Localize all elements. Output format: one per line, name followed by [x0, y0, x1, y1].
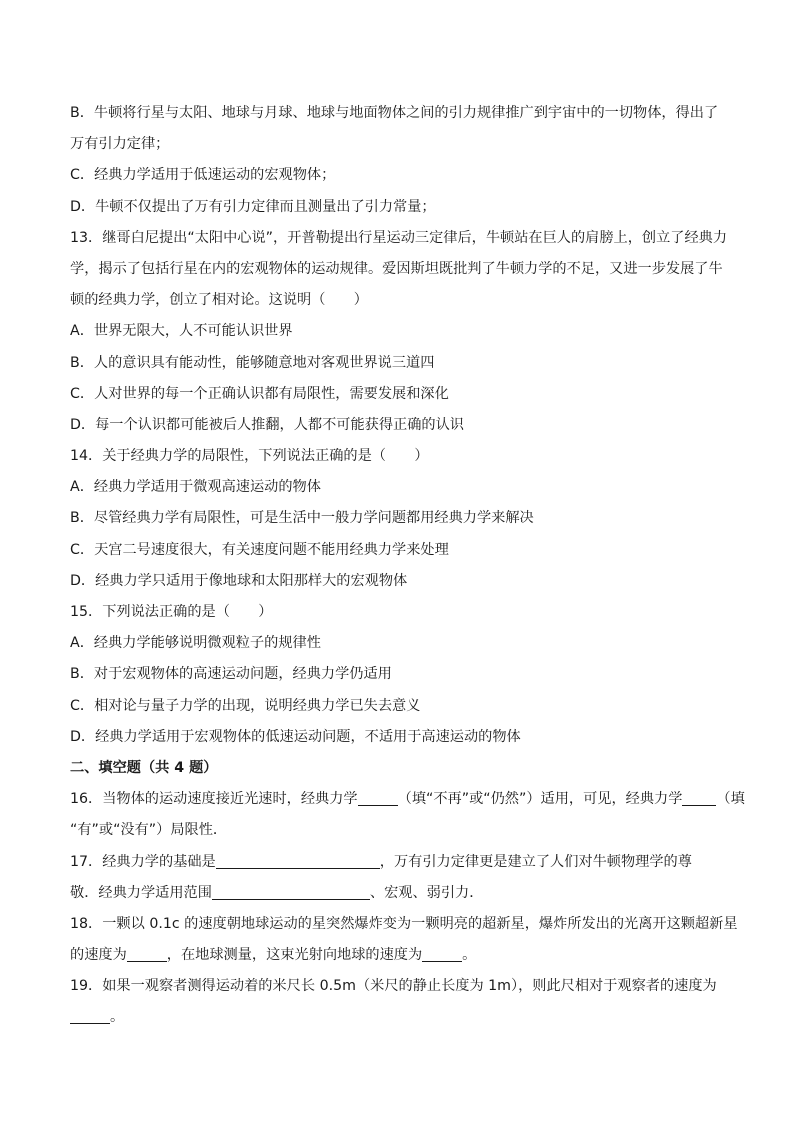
- question-13-line2: 学，揭示了包括行星在内的宏观物体的运动规律。爱因斯坦既批判了牛顿力学的不足，又进一步发展了牛: [70, 260, 723, 277]
- option-12c: C．经典力学适用于低速运动的宏观物体；: [70, 167, 336, 184]
- option-12b-line2: 万有引力定律；: [70, 136, 170, 153]
- option-14c: C．天宫二号速度很大，有关速度问题不能用经典力学来处理: [70, 541, 449, 558]
- question-19-line2: [70, 1002, 724, 1033]
- option-12b-line1: B．牛顿将行星与太阳、地球与月球、地球与地面物体之间的引力规律推广到宇宙中的一切物体，得出了: [70, 105, 719, 121]
- q16-text-1: 16．当物体的运动速度接近光速时，经典力学: [70, 791, 358, 808]
- q17-text-4: 、宏观、弱引力．: [369, 884, 484, 901]
- q17-text-3: 敬．经典力学适用范围: [70, 884, 212, 901]
- option-13a: A．世界无限大，人不可能认识世界: [70, 323, 293, 340]
- question-15: 15．下列说法正确的是（ ）: [70, 604, 273, 620]
- option-14d: D．经典力学只适用于像地球和太阳那样大的宏观物体: [70, 572, 408, 589]
- option-13c: C．人对世界的每一个正确认识都有局限性，需要发展和深化: [70, 385, 449, 402]
- q17-blank-1[interactable]: [216, 850, 380, 869]
- q18-blank-2[interactable]: [422, 943, 462, 962]
- q18-blank-1[interactable]: [127, 943, 167, 962]
- option-14a: A．经典力学适用于微观高速运动的物体: [70, 479, 321, 496]
- q16-text-3: （填: [716, 791, 745, 808]
- option-15b: B．对于宏观物体的高速运动问题，经典力学仍适用: [70, 666, 392, 683]
- q16-blank-1[interactable]: [358, 787, 398, 806]
- q17-text-2: ，万有引力定律更是建立了人们对牛顿物理学的尊: [379, 853, 692, 870]
- option-12d: D．牛顿不仅提出了万有引力定律而且测量出了引力常量；: [70, 198, 436, 215]
- q18-text-4: 。: [462, 947, 477, 964]
- question-16-line2: “有”或“没有”）局限性．: [70, 822, 228, 839]
- question-18-line2: [70, 940, 724, 971]
- q17-text-1: 17．经典力学的基础是: [70, 853, 216, 870]
- question-13-line1: 13．继哥白尼提出“太阳中心说”，开普勒提出行星运动三定律后，牛顿站在巨人的肩膀上，创立了经典力: [70, 229, 728, 246]
- question-19-line1: 19．如果一观察者测得运动着的米尺长 0.5m（米尺的静止长度为 1m），则此尺相对于观察者的速度为: [70, 978, 717, 995]
- q19-blank-1[interactable]: [70, 1005, 110, 1024]
- q19-text-2: 。: [110, 1009, 125, 1026]
- q16-text-2: （填“不再”或“仍然”）适用，可见，经典力学: [397, 791, 683, 808]
- option-15d: D．经典力学适用于宏观物体的低速运动问题，不适用于高速运动的物体: [70, 728, 521, 745]
- question-13-line3: 顿的经典力学，创立了相对论。这说明（ ）: [70, 292, 368, 309]
- q16-blank-2[interactable]: [682, 787, 716, 806]
- q18-text-3: ，在地球测量，这束光射向地球的速度为: [166, 947, 423, 964]
- option-13b: B．人的意识具有能动性，能够随意地对客观世界说三道四: [70, 354, 435, 371]
- question-17-line2: [70, 878, 724, 909]
- question-17-line1: [70, 847, 724, 878]
- question-18-line1: 18．一颗以 0.1c 的速度朝地球运动的星突然爆炸变为一颗明亮的超新星，爆炸所发出的光离开这颗超新星: [70, 915, 738, 932]
- option-13d: D．每一个认识都可能被后人推翻，人都不可能获得正确的认识: [70, 416, 464, 433]
- question-14: 14．关于经典力学的局限性，下列说法正确的是（ ）: [70, 448, 429, 465]
- question-16-line1: [70, 784, 745, 815]
- q17-blank-2[interactable]: [212, 881, 370, 900]
- option-15a: A．经典力学能够说明微观粒子的规律性: [70, 635, 321, 652]
- q18-text-2: 的速度为: [70, 947, 127, 964]
- option-14b: B．尽管经典力学有局限性，可是生活中一般力学问题都用经典力学来解决: [70, 510, 534, 527]
- option-15c: C．相对论与量子力学的出现，说明经典力学已失去意义: [70, 697, 421, 714]
- section-heading-fill-in: 二、填空题（共 4 题）: [70, 759, 218, 776]
